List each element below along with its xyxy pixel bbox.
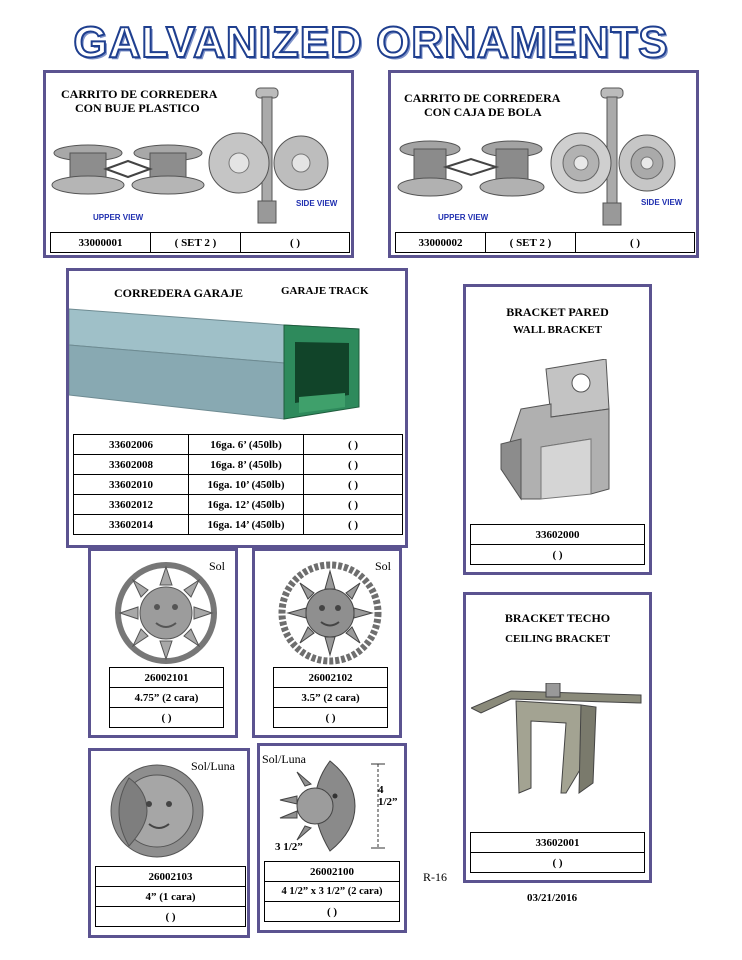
item-desc: 16ga. 12’ (450lb)	[189, 495, 304, 515]
qty-field[interactable]: ( )	[304, 475, 403, 495]
ceiling-bracket-title-es: BRACKET TECHO	[504, 611, 611, 625]
item-set: ( SET 2 )	[486, 233, 576, 253]
trolley-ball-title-2: CON CAJA DE BOLA	[424, 105, 542, 119]
table-row	[396, 233, 695, 253]
item-size: 4.75” (2 cara)	[110, 688, 224, 708]
item-code: 33000001	[51, 233, 151, 253]
table-row	[471, 525, 645, 545]
ceiling-bracket-table	[470, 832, 645, 873]
wall-bracket-panel	[463, 284, 652, 575]
wall-bracket-table	[470, 524, 645, 565]
garage-track-title-en: GARAJE TRACK	[281, 285, 369, 297]
wall-bracket-title-es: BRACKET PARED	[506, 305, 609, 319]
sun-small-table	[273, 667, 388, 728]
sun-large-table	[109, 667, 224, 728]
item-set: ( SET 2 )	[151, 233, 241, 253]
table-row	[74, 455, 403, 475]
table-row	[96, 907, 246, 927]
item-code: 33602006	[74, 435, 189, 455]
item-code: 33602008	[74, 455, 189, 475]
table-row	[74, 475, 403, 495]
table-row	[51, 233, 350, 253]
trolley-ball-title-1: CARRITO DE CORREDERA	[404, 91, 561, 105]
table-row	[74, 515, 403, 535]
sun-moon-round-panel	[88, 748, 250, 938]
sun-moon-round-image	[99, 756, 209, 861]
dimension-width: 3 1/2”	[275, 841, 303, 853]
sun-moon-cut-table	[264, 861, 400, 922]
item-code: 26002101	[110, 668, 224, 688]
table-row	[74, 495, 403, 515]
table-row	[471, 853, 645, 873]
sun-moon-round-label: Sol/Luna	[191, 759, 235, 773]
table-row	[471, 833, 645, 853]
item-code: 33602001	[471, 833, 645, 853]
sun-large-label: Sol	[209, 559, 226, 573]
trolley-ball-upper-view-image	[397, 139, 562, 203]
item-code: 33602014	[74, 515, 189, 535]
qty-field[interactable]: ( )	[304, 435, 403, 455]
ceiling-bracket-panel	[463, 592, 652, 883]
table-row	[110, 668, 224, 688]
item-code: 33602010	[74, 475, 189, 495]
ceiling-bracket-title-en: CEILING BRACKET	[505, 633, 610, 645]
side-view-label: SIDE VIEW	[641, 198, 683, 207]
upper-view-label: UPPER VIEW	[93, 213, 144, 222]
upper-view-label: UPPER VIEW	[438, 213, 489, 222]
trolley-ball-table	[395, 232, 695, 253]
item-desc: 16ga. 6’ (450lb)	[189, 435, 304, 455]
item-code: 26002102	[274, 668, 388, 688]
table-row	[96, 867, 246, 887]
qty-field[interactable]: ( )	[241, 233, 350, 253]
qty-field[interactable]: ( )	[576, 233, 695, 253]
table-row	[74, 435, 403, 455]
table-row	[274, 688, 388, 708]
page-number: R-16	[423, 870, 447, 884]
sun-small-panel	[252, 548, 402, 738]
sun-moon-cut-panel	[257, 743, 407, 933]
qty-field[interactable]: ( )	[471, 545, 645, 565]
item-desc: 16ga. 14’ (450lb)	[189, 515, 304, 535]
item-code: 26002100	[265, 862, 400, 882]
table-row	[96, 887, 246, 907]
table-row	[471, 545, 645, 565]
page-title: GALVANIZED ORNAMENTS	[73, 18, 669, 67]
item-desc: 16ga. 8’ (450lb)	[189, 455, 304, 475]
dimension-height: 4 1/2”	[378, 784, 398, 808]
sun-large-panel	[88, 548, 238, 738]
sun-moon-cut-label: Sol/Luna	[262, 752, 306, 766]
ceiling-bracket-image	[471, 683, 647, 803]
table-row	[110, 708, 224, 728]
item-code: 33000002	[396, 233, 486, 253]
trolley-plastic-panel	[43, 70, 354, 258]
table-row	[265, 902, 400, 922]
trolley-ball-panel	[388, 70, 699, 258]
qty-field[interactable]: ( )	[274, 708, 388, 728]
item-code: 26002103	[96, 867, 246, 887]
item-size: 4 1/2” x 3 1/2” (2 cara)	[265, 882, 400, 902]
table-row	[110, 688, 224, 708]
table-row	[274, 668, 388, 688]
sun-small-image	[275, 561, 385, 666]
wall-bracket-title-en: WALL BRACKET	[513, 324, 602, 336]
garage-track-image	[69, 307, 405, 427]
table-row	[265, 882, 400, 902]
sun-moon-round-table	[95, 866, 246, 927]
table-row	[265, 862, 400, 882]
sun-large-image	[111, 561, 221, 666]
garage-track-panel	[66, 268, 408, 548]
item-code: 33602012	[74, 495, 189, 515]
item-size: 4” (1 cara)	[96, 887, 246, 907]
qty-field[interactable]: ( )	[265, 902, 400, 922]
trolley-ball-side-view-image	[543, 85, 683, 230]
sun-small-label: Sol	[375, 559, 392, 573]
item-code: 33602000	[471, 525, 645, 545]
page-date: 03/21/2016	[527, 892, 578, 904]
qty-field[interactable]: ( )	[96, 907, 246, 927]
item-size: 3.5” (2 cara)	[274, 688, 388, 708]
qty-field[interactable]: ( )	[471, 853, 645, 873]
garage-track-table	[73, 434, 403, 535]
garage-track-title-es: CORREDERA GARAJE	[114, 286, 244, 300]
item-desc: 16ga. 10’ (450lb)	[189, 475, 304, 495]
trolley-upper-view-image	[50, 141, 230, 201]
side-view-label: SIDE VIEW	[296, 199, 338, 208]
table-row	[274, 708, 388, 728]
trolley-plastic-title-2: CON BUJE PLASTICO	[75, 101, 200, 115]
qty-field[interactable]: ( )	[304, 495, 403, 515]
qty-field[interactable]: ( )	[110, 708, 224, 728]
qty-field[interactable]: ( )	[304, 455, 403, 475]
wall-bracket-image	[491, 359, 631, 509]
trolley-plastic-title-1: CARRITO DE CORREDERA	[61, 87, 218, 101]
qty-field[interactable]: ( )	[304, 515, 403, 535]
trolley-plastic-table	[50, 232, 350, 253]
